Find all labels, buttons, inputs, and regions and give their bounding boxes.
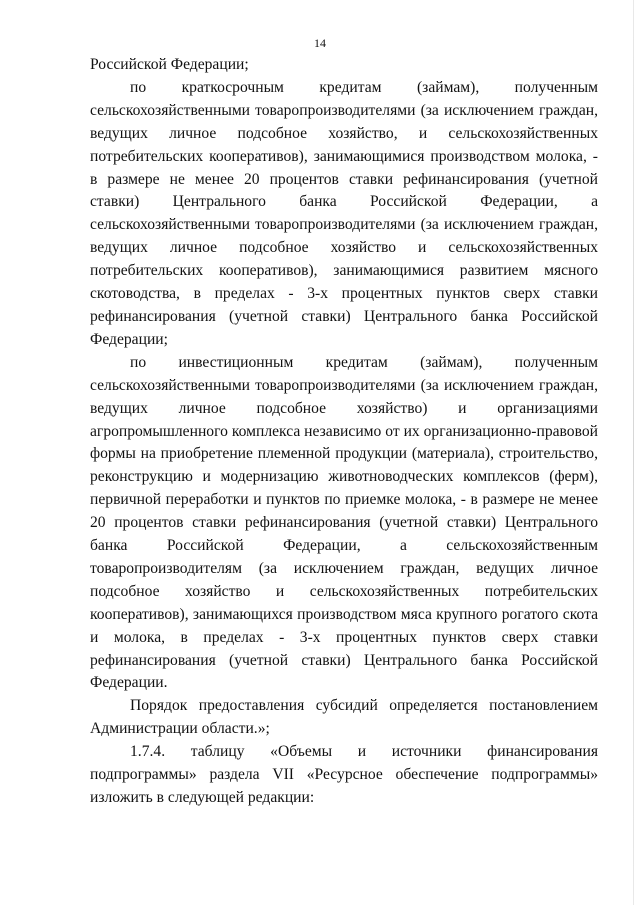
paragraph-investment-credits: по инвестиционным кредитам (займам), полученным сельскохозяйственными товаропроизводителями (за исключением граждан, ведущих личное подсобное хозяйство) и организациями агропромышленного комплекса независимо от их организационно-правовой формы на приобретение племенной продукции (материала), строительство, реконструкцию и модернизацию животноводческих комплексов (ферм), первичной переработки и пунктов по приемке молока, - в размере не менее 20 процентов ставки рефинансирования (учетной ставки) Центрального банка Российской Федерации, а сельскохозяйственным товаропроизводителям (за исключением граждан, ведущих личное подсобное хозяйство и сельскохозяйственных потребительских кооперативов), занимающихся производством мяса крупного рогатого скота и молока, в пределах - 3-х процентных пунктов сверх ставки рефинансирования (учетной ставки) Центрального банка Российской Федерации. (90, 353, 598, 692)
paragraph-short-term-credits: по краткосрочным кредитам (займам), полученным сельскохозяйственными товаропроизводителями (за исключением граждан, ведущих личное подсобное хозяйство, и сельскохозяйственных потребительских кооперативов), занимающимися производством молока, - в размере не менее 20 процентов ставки рефинансирования (учетной ставки) Центрального банка Российской Федерации, а сельскохозяйственными товаропроизводителями (за исключением граждан, ведущих личное подсобное хозяйство и сельскохозяйственных потребительских кооперативов), занимающимися развитием мясного скотоводства, в пределах - 3-х процентных пунктов сверх ставки рефинансирования (учетной ставки) Центрального банка Российской Федерации; (90, 78, 598, 348)
paragraph-item-1-7-4: 1.7.4. таблицу «Объемы и источники финансирования подпрограммы» раздела VII «Ресурсное обеспечение подпрограммы» изложить в следующей редакции: (90, 743, 598, 806)
scan-edge-line (633, 0, 634, 905)
paragraph-continuation: Российской Федерации; (90, 56, 249, 73)
page-number: 14 (314, 36, 326, 50)
document-body (90, 54, 598, 810)
paragraph-subsidy-procedure: Порядок предоставления субсидий определяется постановлением Администрации области.»; (90, 697, 598, 738)
